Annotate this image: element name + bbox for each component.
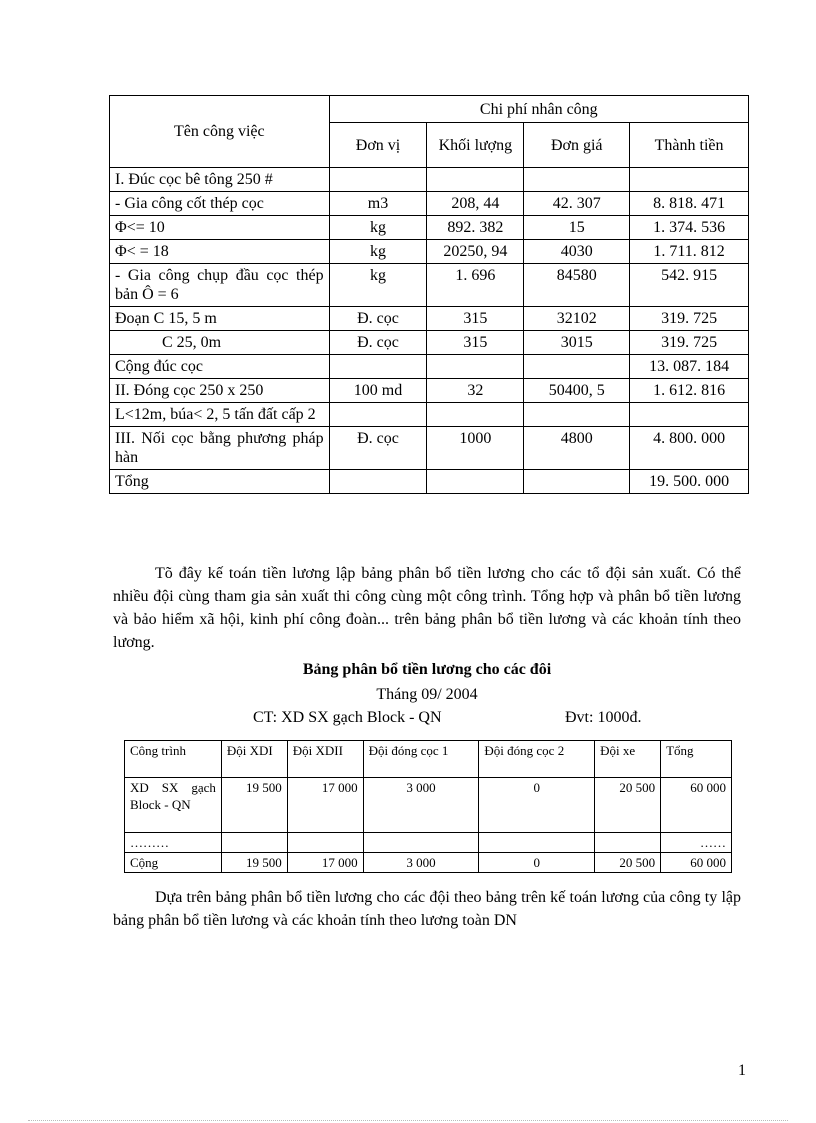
cost-table-row <box>110 331 749 355</box>
cost-table-row <box>110 307 749 331</box>
header-unit-price: Đơn giá <box>524 123 630 168</box>
cost-cell-unit-price: 42. 307 <box>524 192 630 216</box>
labor-cost-table <box>109 95 749 494</box>
alloc-cell-xdii <box>287 833 363 853</box>
cost-cell-task: III. Nối cọc bằng phương pháp hàn <box>110 427 330 470</box>
alloc-cell-piling-2 <box>479 833 595 853</box>
cost-cell-unit-price <box>524 470 630 494</box>
cost-cell-amount: 1. 374. 536 <box>630 216 749 240</box>
alloc-cell-vehicle: 20 500 <box>595 853 661 873</box>
cost-cell-amount: 319. 725 <box>630 307 749 331</box>
paragraph-allocation-intro-text: Tõ đây kế toán tiền lương lập bảng phân bổ tiền lương cho các tổ đội sản xuất. Có thể nhiều đội cùng tham gia sản xuất thi công cùng một công trình. Tổng hợp và phân bổ tiền lương và bảo hiểm xã hội, kinh phí công đoàn... trên bảng phân bổ tiền lương và các khoản tính theo lương. <box>113 565 741 651</box>
cost-cell-unit-price: 32102 <box>524 307 630 331</box>
cost-table-row <box>110 355 749 379</box>
cost-cell-amount: 8. 818. 471 <box>630 192 749 216</box>
cost-cell-unit: m3 <box>329 192 427 216</box>
alloc-cell-project: Cộng <box>125 853 222 873</box>
cost-cell-task: - Gia công chụp đầu cọc thép bản Ô = 6 <box>110 264 330 307</box>
allocation-row <box>125 853 732 873</box>
header-labor-cost: Chi phí nhân công <box>329 96 748 123</box>
cost-table-row <box>110 216 749 240</box>
alloc-cell-total: …… <box>661 833 732 853</box>
cost-cell-task: Cộng đúc cọc <box>110 355 330 379</box>
alloc-header-piling-1: Đội đóng cọc 1 <box>363 741 479 778</box>
header-task: Tên công việc <box>110 96 330 168</box>
allocation-month: Tháng 09/ 2004 <box>376 686 478 703</box>
cost-table-row <box>110 379 749 403</box>
cost-cell-unit-price: 3015 <box>524 331 630 355</box>
allocation-table-body <box>125 778 732 873</box>
allocation-unit: Đvt: 1000đ. <box>565 709 642 726</box>
cost-cell-unit <box>329 470 427 494</box>
cost-cell-task: C 25, 0m <box>110 331 330 355</box>
cost-cell-unit-price: 4030 <box>524 240 630 264</box>
alloc-header-piling-2: Đội đóng cọc 2 <box>479 741 595 778</box>
cost-cell-task: II. Đóng cọc 250 x 250 <box>110 379 330 403</box>
alloc-cell-xdi <box>221 833 287 853</box>
cost-cell-amount: 542. 915 <box>630 264 749 307</box>
alloc-cell-piling-1: 3 000 <box>363 778 479 833</box>
alloc-header-vehicle: Đội xe <box>595 741 661 778</box>
cost-cell-unit-price: 50400, 5 <box>524 379 630 403</box>
cost-cell-unit-price: 84580 <box>524 264 630 307</box>
cost-cell-quantity <box>427 355 524 379</box>
allocation-row <box>125 778 732 833</box>
cost-cell-unit: 100 md <box>329 379 427 403</box>
cost-cell-quantity: 315 <box>427 307 524 331</box>
cost-cell-task: Đoạn C 15, 5 m <box>110 307 330 331</box>
paragraph-allocation-outro-text: Dựa trên bảng phân bổ tiền lương cho các đội theo bảng trên kế toán lương của công ty lập bảng phân bổ tiền lương và các khoản tính theo lương toàn DN <box>113 889 741 929</box>
alloc-cell-xdii: 17 000 <box>287 853 363 873</box>
cost-cell-quantity: 1000 <box>427 427 524 470</box>
alloc-cell-xdii: 17 000 <box>287 778 363 833</box>
cost-cell-quantity: 20250, 94 <box>427 240 524 264</box>
cost-cell-unit: kg <box>329 216 427 240</box>
cost-cell-amount <box>630 403 749 427</box>
alloc-cell-total: 60 000 <box>661 853 732 873</box>
cost-cell-amount: 1. 612. 816 <box>630 379 749 403</box>
cost-cell-task: L<12m, búa< 2, 5 tấn đất cấp 2 <box>110 403 330 427</box>
header-amount: Thành tiền <box>630 123 749 168</box>
cost-cell-quantity: 315 <box>427 331 524 355</box>
cost-cell-unit-price <box>524 355 630 379</box>
cost-table-row <box>110 264 749 307</box>
cost-cell-unit-price <box>524 403 630 427</box>
cost-cell-quantity: 1. 696 <box>427 264 524 307</box>
alloc-cell-xdi: 19 500 <box>221 778 287 833</box>
cost-cell-amount: 319. 725 <box>630 331 749 355</box>
alloc-cell-piling-2: 0 <box>479 778 595 833</box>
cost-cell-unit: kg <box>329 240 427 264</box>
cost-cell-unit-price: 4800 <box>524 427 630 470</box>
cost-cell-unit-price <box>524 168 630 192</box>
allocation-header-row <box>125 741 732 778</box>
cost-table-row <box>110 192 749 216</box>
paragraph-allocation-outro <box>113 886 741 932</box>
alloc-header-project: Công trình <box>125 741 222 778</box>
cost-table-row <box>110 240 749 264</box>
alloc-cell-piling-1 <box>363 833 479 853</box>
cost-cell-unit <box>329 403 427 427</box>
cost-cell-amount: 1. 711. 812 <box>630 240 749 264</box>
cost-cell-task: Tổng <box>110 470 330 494</box>
alloc-cell-project: XD SX gạch Block - QN <box>125 778 222 833</box>
cost-cell-task: Φ< = 18 <box>110 240 330 264</box>
cost-cell-amount: 19. 500. 000 <box>630 470 749 494</box>
cost-cell-amount: 13. 087. 184 <box>630 355 749 379</box>
cost-table-row <box>110 403 749 427</box>
cost-cell-unit-price: 15 <box>524 216 630 240</box>
allocation-row <box>125 833 732 853</box>
cost-cell-amount: 4. 800. 000 <box>630 427 749 470</box>
header-quantity: Khối lượng <box>427 123 524 168</box>
header-unit: Đơn vị <box>329 123 427 168</box>
cost-cell-quantity <box>427 470 524 494</box>
alloc-cell-vehicle <box>595 833 661 853</box>
cost-cell-quantity <box>427 168 524 192</box>
alloc-cell-xdi: 19 500 <box>221 853 287 873</box>
alloc-cell-project: ……… <box>125 833 222 853</box>
cost-table-row <box>110 470 749 494</box>
alloc-header-xdi: Đội XDI <box>221 741 287 778</box>
cost-cell-quantity: 892. 382 <box>427 216 524 240</box>
cost-cell-unit <box>329 355 427 379</box>
footer-divider <box>28 1120 788 1121</box>
allocation-title: Bảng phân bổ tiền lương cho các đôi <box>302 661 552 678</box>
cost-table-header-row <box>110 96 749 123</box>
cost-cell-quantity: 208, 44 <box>427 192 524 216</box>
cost-cell-unit <box>329 168 427 192</box>
cost-cell-task: I. Đúc cọc bê tông 250 # <box>110 168 330 192</box>
alloc-header-total: Tổng <box>661 741 732 778</box>
page-number: 1 <box>738 1062 746 1079</box>
alloc-cell-piling-1: 3 000 <box>363 853 479 873</box>
cost-cell-unit: Đ. cọc <box>329 427 427 470</box>
cost-cell-unit: Đ. cọc <box>329 331 427 355</box>
cost-cell-unit: kg <box>329 264 427 307</box>
allocation-project: CT: XD SX gạch Block - QN <box>253 709 442 726</box>
cost-cell-amount <box>630 168 749 192</box>
alloc-header-xdii: Đội XDII <box>287 741 363 778</box>
cost-table-row <box>110 168 749 192</box>
cost-table-row <box>110 427 749 470</box>
alloc-cell-piling-2: 0 <box>479 853 595 873</box>
alloc-cell-vehicle: 20 500 <box>595 778 661 833</box>
paragraph-allocation-intro <box>113 562 741 654</box>
alloc-cell-total: 60 000 <box>661 778 732 833</box>
cost-cell-quantity: 32 <box>427 379 524 403</box>
cost-table-body <box>110 168 749 494</box>
salary-allocation-table <box>124 740 732 873</box>
cost-cell-quantity <box>427 403 524 427</box>
cost-cell-unit: Đ. cọc <box>329 307 427 331</box>
cost-cell-task: - Gia công cốt thép cọc <box>110 192 330 216</box>
cost-cell-task: Φ<= 10 <box>110 216 330 240</box>
